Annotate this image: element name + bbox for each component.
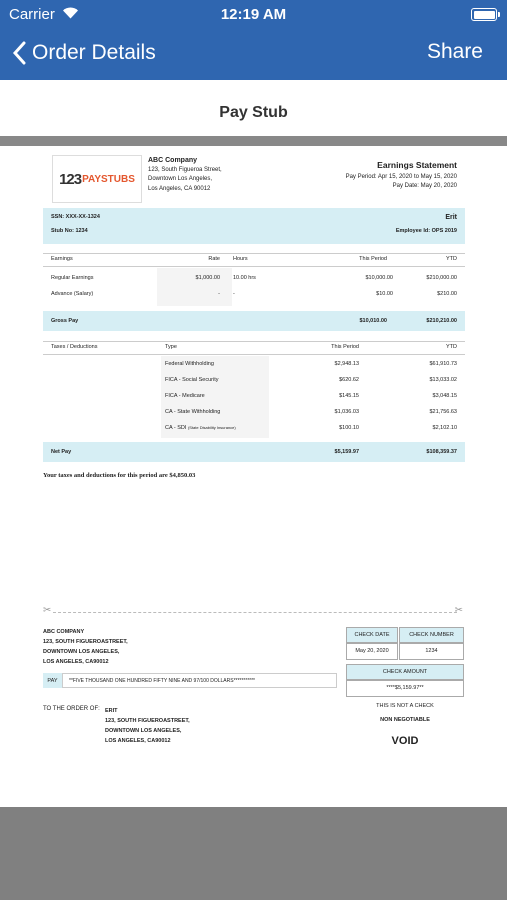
void-label: VOID [391,735,419,747]
ssn: SSN: XXX-XX-1324 [51,214,100,220]
table-row: FICA - Social Security [165,377,219,383]
back-button[interactable] [12,38,156,68]
tax-period-header: This Period [331,344,359,350]
check-date: May 20, 2020 [346,643,398,660]
back-label: Order Details [32,41,156,64]
pay-amount-words: **FIVE THOUSAND ONE HUNDRED FIFTY NINE AND 97/100 DOLLARS*********** [62,673,337,688]
employee-band [43,208,465,244]
gross-pay-ytd: $210,210.00 [426,318,457,324]
taxes-message: Your taxes and deductions for this period are $4,850.03 [43,472,196,479]
net-pay-label: Net Pay [51,449,72,455]
gross-pay-period: $10,010.00 [359,318,387,324]
table-row: Federal Withholding [165,361,214,367]
payee-address: ERIT 123, SOUTH FIGUEROASTREET, DOWNTOWN LOS ANGELES, LOS ANGELES, CA90012 [105,708,190,744]
earnings-statement-header: Earnings Statement Pay Period: Apr 15, 2020 to May 15, 2020 Pay Date: May 20, 2020 [345,160,457,189]
table-row: CA - SDI (State Disability Insurance) [165,425,236,431]
tax-ytd-header: YTD [446,344,457,350]
stub-number: Stub No: 1234 [51,228,88,234]
hours-header: Hours [233,256,248,262]
net-pay-band [43,442,465,462]
check-date-label: CHECK DATE [346,627,398,643]
employee-name: Erit [445,214,457,221]
gross-pay-band [43,311,465,331]
check-number-label: CHECK NUMBER [399,627,464,643]
earnings-header: Earnings [51,256,73,262]
scissors-icon: ✂ [454,605,463,616]
page-title: Pay Stub [219,104,288,121]
pay-label: PAY [43,673,62,688]
employee-id: Employee Id: OPS 2019 [395,228,457,234]
carrier-label: Carrier [9,6,55,23]
paystubs-logo: 123 PAYSTUBS [52,155,142,203]
clock: 12:19 AM [220,6,287,23]
non-negotiable-label: NON NEGOTIABLE [380,717,430,723]
nav-bar [0,0,507,80]
net-pay-period: $5,159.97 [334,449,359,455]
check-amount-label: CHECK AMOUNT [346,664,464,680]
net-pay-ytd: $108,359.37 [426,449,457,455]
divider [0,136,507,146]
share-button[interactable]: Share [426,40,483,63]
chevron-left-icon [12,41,26,65]
cut-line [53,612,457,613]
scissors-icon: ✂ [43,605,52,616]
gross-pay-label: Gross Pay [51,318,79,324]
table-row: FICA - Medicare [165,393,205,399]
check-number: 1234 [399,643,464,660]
check-amount: ****$5,159.97** [346,680,464,697]
table-row: Regular Earnings [51,275,94,281]
to-the-order-of-label: TO THE ORDER OF: [43,706,100,712]
rate-header: Rate [208,256,220,262]
battery-icon [471,8,497,21]
ytd-header: YTD [446,256,457,262]
this-period-header: This Period [359,256,387,262]
table-row: CA - State Withholding [165,409,221,415]
check-company: ABC COMPANY 123, SOUTH FIGUEROASTREET, DOWNTOWN LOS ANGELES, LOS ANGELES, CA90012 [43,629,128,665]
company-info: ABC Company 123, South Figueroa Street, Downtown Los Angeles, Los Angeles, CA 90012 [148,157,222,192]
taxes-header: Taxes / Deductions [51,344,98,350]
table-row: Advance (Salary) [51,291,94,297]
not-a-check-label: THIS IS NOT A CHECK [376,703,434,709]
bottom-area [0,807,507,900]
type-header: Type [165,344,177,350]
status-bar [0,4,507,24]
